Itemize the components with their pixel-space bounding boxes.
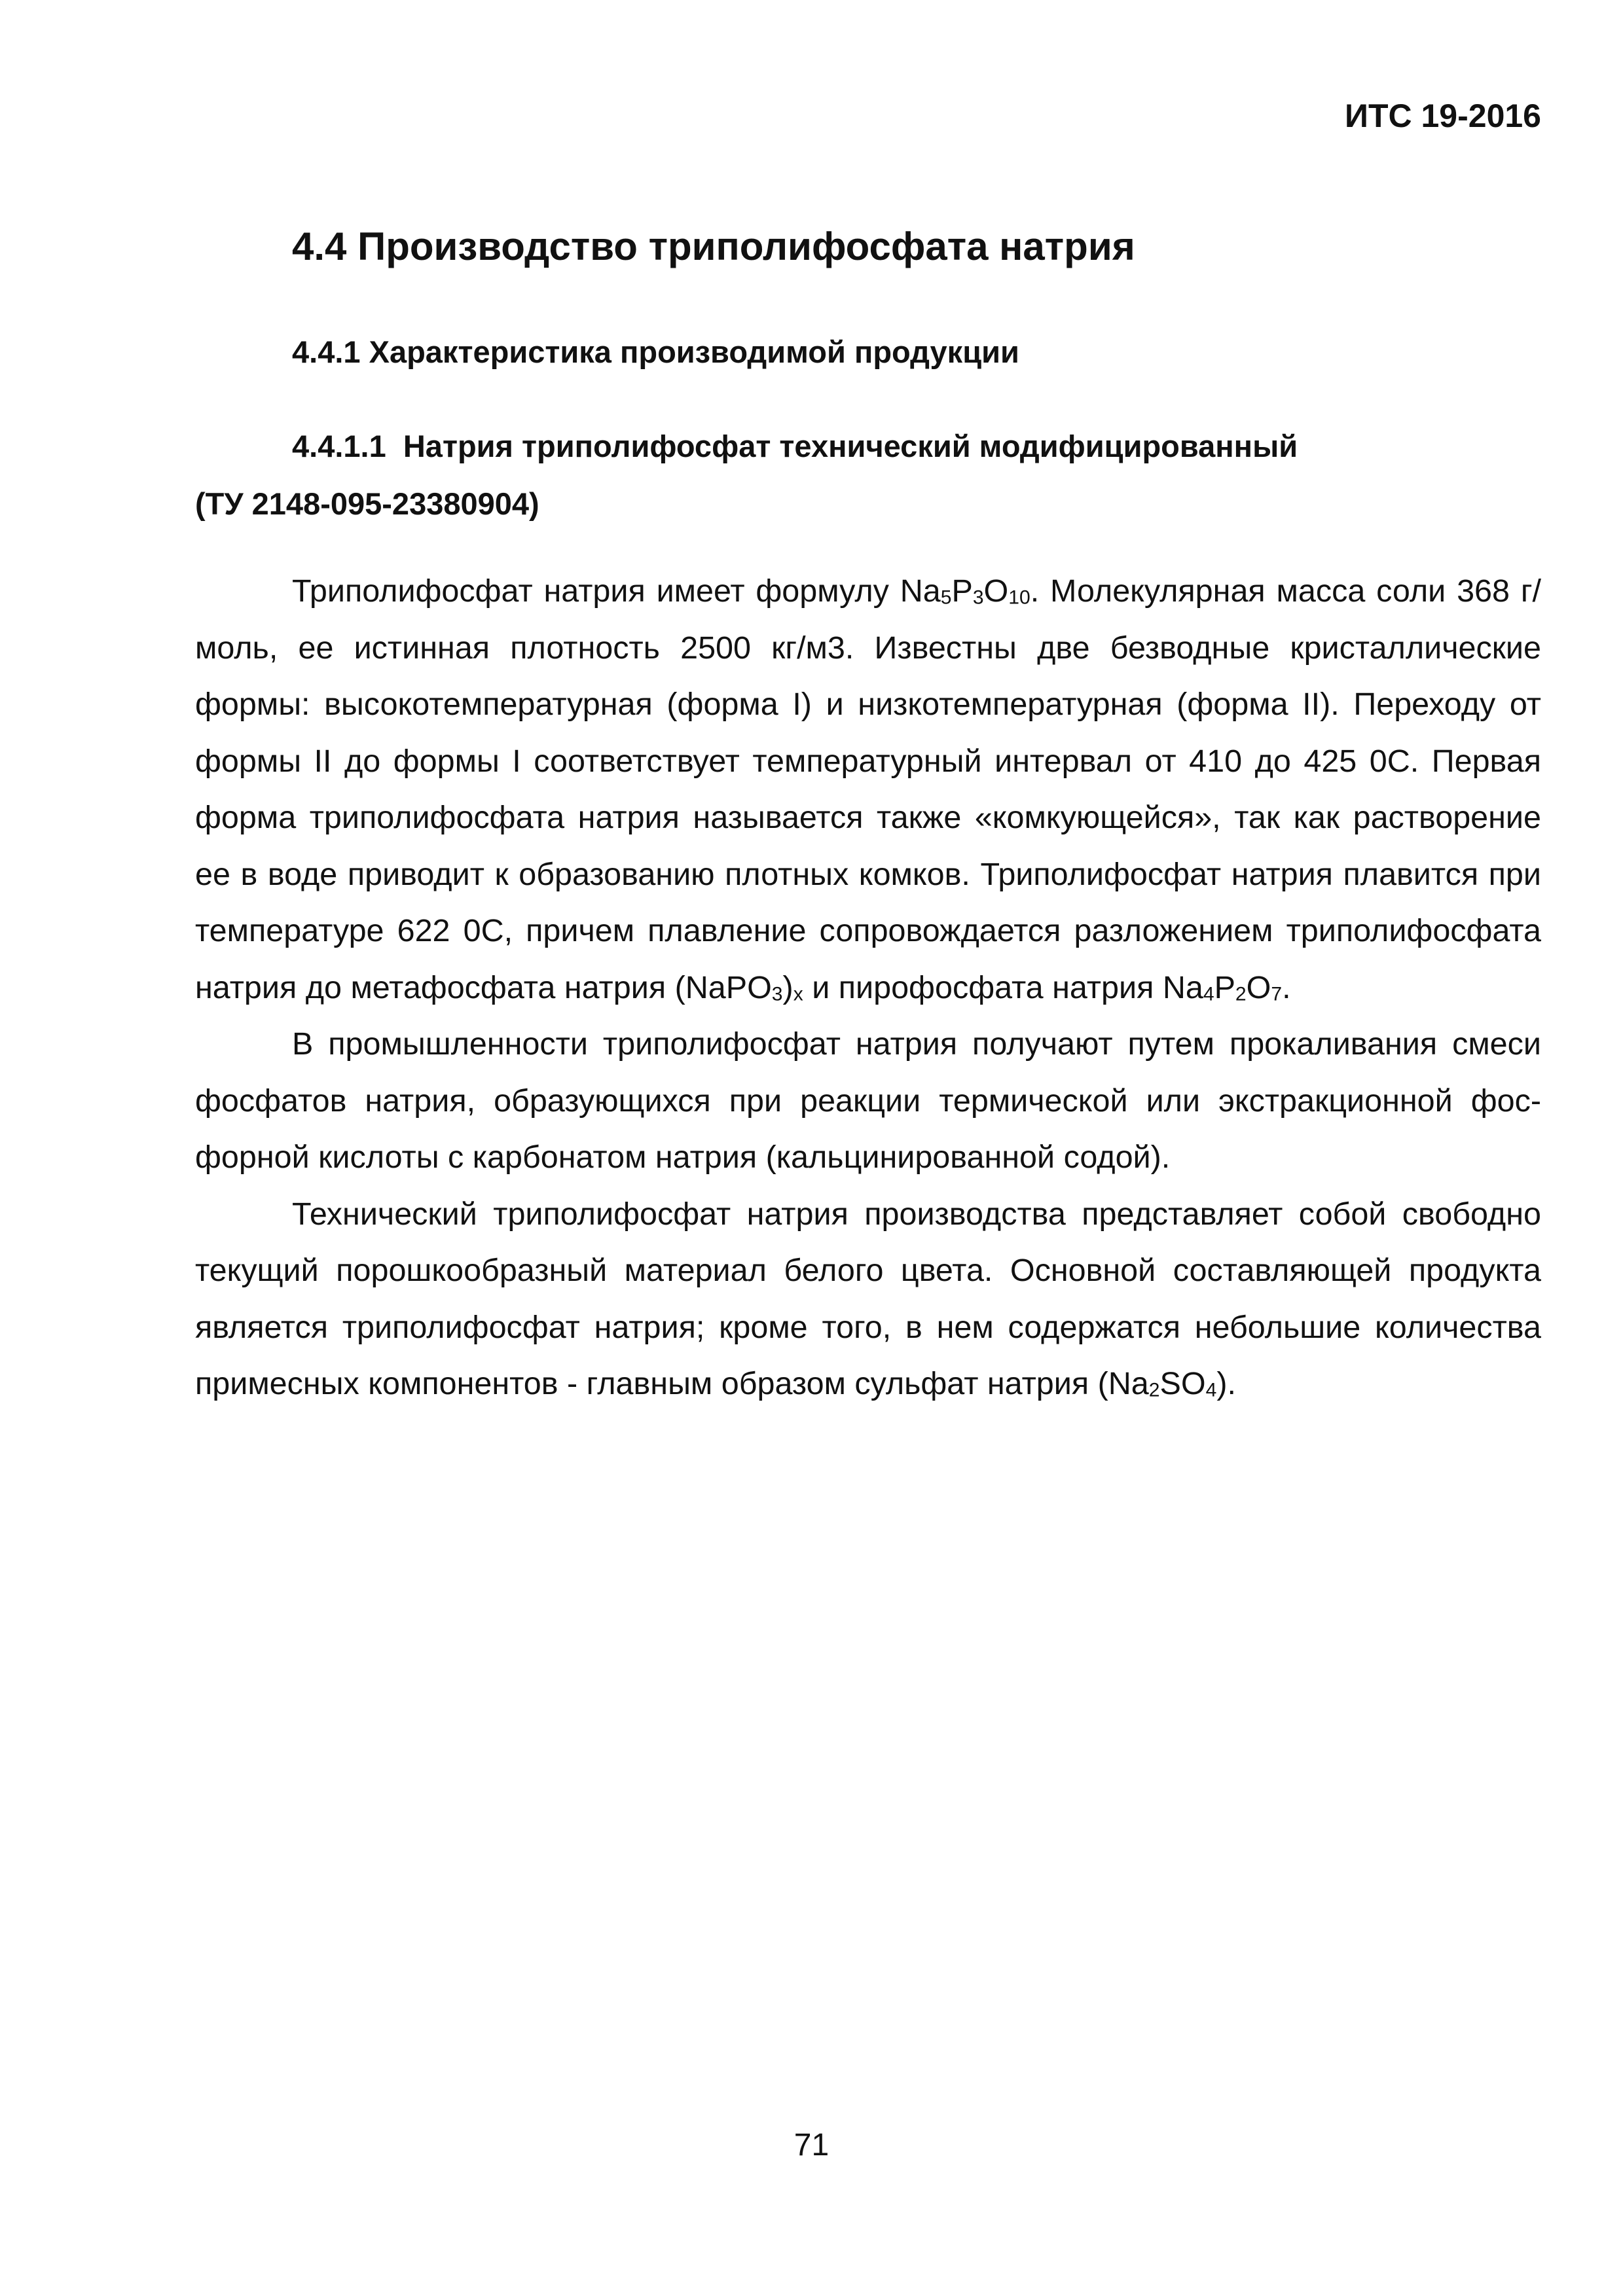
p1-text-a: Триполифосфат натрия имеет формулу Na [292,573,941,609]
document-code: ИТС 19-2016 [1345,98,1541,134]
p1-subscript: 2 [1235,983,1247,1005]
paragraph-3 [195,1186,1541,1412]
subsubsection-title: Натрия триполифосфат технический модифицированный [403,429,1298,463]
p1-subscript: 7 [1271,983,1283,1005]
p3-formula-part: SO [1159,1366,1206,1401]
page-number: 71 [793,2128,830,2162]
p1-subscript: 5 [940,586,952,609]
p1-text-d: и пирофосфата натрия Na [803,969,1203,1005]
p1-text-c: ) [782,969,793,1005]
p1-subscript: 3 [972,586,984,609]
p1-text-b: . Молекулярная масса соли 368 г/моль, ее истинная плотность 2500 кг/м3. Известны две безводные кристаллические формы: высокотемпературная (форма I) и низкотемпературная (форма II). Переходу от формы II до формы I соответствует температурный интервал от 410 до 425 0С. Первая форма триполифосфата натрия называется также «комкующейся», так как растворение ее в воде приводит к образованию плотных комков. Триполифосфат натрия плавится при температуре 622 0С, причем плавление сопровождается разложением триполифосфата натрия до метафосфата натрия (NaPO [195,573,1541,1005]
p3-subscript: 2 [1148,1379,1160,1401]
body-text [195,563,1541,1412]
subsubsection-spec: (ТУ 2148-095-23380904) [195,486,539,521]
p3-subscript: 4 [1205,1379,1217,1401]
p1-subscript: 10 [1008,586,1030,609]
p1-subscript: 3 [771,983,783,1005]
p1-subscript: x [793,983,803,1005]
p3-text-b: ). [1216,1366,1236,1401]
paragraph-1 [195,563,1541,1016]
p1-formula-part: P [1214,969,1235,1005]
section-title: 4.4 Производство триполифосфата натрия [292,224,1135,268]
p1-text-e: . [1282,969,1291,1005]
p3-text-a: Технический триполифосфат натрия производства представляет собой свободно текущий порошкообразный материал белого цвета. Основной составляющей продукта является триполифосфат натрия; кроме того, в нем содержатся небольшие количества примесных компонентов - главным образом сульфат натрия (Na [195,1196,1541,1401]
subsubsection-heading [195,418,1541,533]
p1-formula-part: O [983,573,1009,609]
paragraph-2: В промышленности триполифосфат натрия получают путем прокаливания смеси фосфатов натрия, образующихся при реакции термической или экстракционной фосфорной кислоты с карбонатом натрия (кальцинированной содой). [195,1026,1541,1175]
subsection-title: 4.4.1 Характеристика производимой продукции [292,334,1019,369]
subsubsection-number: 4.4.1.1 [292,429,386,463]
p1-subscript: 4 [1203,983,1214,1005]
p1-formula-part: O [1246,969,1271,1005]
p1-formula-part: P [951,573,973,609]
